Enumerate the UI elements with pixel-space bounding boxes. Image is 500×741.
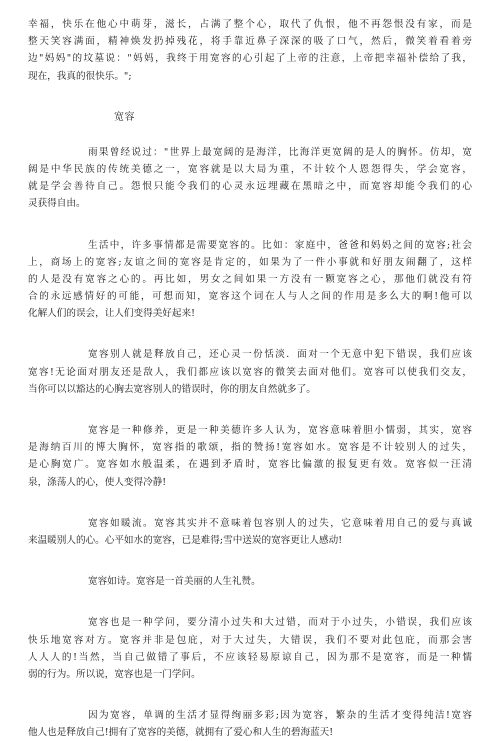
text-line: 弱的行为。所以说，宽容也是一门学问。 — [28, 668, 201, 680]
text-line: 阔是中华民族的传统美德之一，宽容就是以大局为重，不计较个人恩怨得失，学会宽容， — [28, 163, 472, 175]
text-line: 生活中，许多事情都是需要宽容的。比如：家庭中，爸爸和妈妈之间的宽容;社会 — [88, 239, 472, 251]
spacer — [28, 683, 472, 707]
spacer — [28, 398, 472, 422]
text-line: 上，商场上的宽容;友谊之间的宽容是肯定的，如果为了一件小事就和好朋友闹翻了，这样 — [28, 256, 472, 268]
text-line: 幸福，快乐在他心中萌芽，滋长，占满了整个心，取代了仇恨，他不再怨恨没有家，而是 — [28, 19, 472, 30]
text-line: 的人是没有宽容之心的。再比如，男女之间如果一方没有一颗宽容之心，那他们就没有符 — [28, 273, 472, 285]
spacer — [28, 213, 472, 237]
text-line: 宽容也是一种学问，要分清小过失和大过错，而对于小过失，小错误，我们应该 — [88, 617, 472, 629]
text-line: 就是学会善待自己。怨恨只能令我们的心灵永远埋藏在黑暗之中，而宽容却能令我们的心 — [28, 181, 472, 193]
text-line: 合的永远感情好的可能，可想而知，宽容这个词在人与人之间的作用是多么大的啊!他可以 — [28, 291, 472, 303]
text-line: 是海纳百川的博大胸怀，宽容指的歌颂，指的赞扬!宽容如水。宽容是不计较别人的过失， — [28, 442, 472, 454]
text-line: 边"妈妈"的坟墓说："妈妈，我终于用宽容的心引起了上帝的注意，上帝把幸福补偿给了我， — [28, 53, 472, 65]
text-line: 宽容如诗。宽容是一首美丽的人生礼赞。 — [88, 576, 261, 588]
text-line: 宽容别人就是释放自己，还心灵一份恬淡．面对一个无意中犯下错误，我们应该 — [88, 349, 472, 361]
spacer — [28, 126, 472, 144]
paragraph — [28, 422, 472, 491]
text-line: 当你可以以豁达的心胸去宽容别人的错误时，你的朋友自然就多了。 — [28, 383, 316, 395]
paragraph — [28, 144, 472, 213]
paragraph — [28, 707, 472, 741]
text-line: 宽容!无论面对朋友还是敌人，我们都应该以宽容的微笑去面对他们。宽容可以使我们交友， — [28, 366, 472, 378]
text-line: 宽容是一种修养，更是一种美德许多人认为，宽容意味着胆小懦弱，其实，宽容 — [88, 425, 472, 436]
spacer — [28, 85, 472, 109]
paragraph — [28, 515, 472, 549]
text-line: 化解人们的误会，让人们变得美好起来! — [28, 308, 195, 320]
text-line: 雨果曾经说过："世界上最宽阔的是海洋，比海洋更宽阔的是人的胸怀。仿却，宽 — [88, 146, 472, 158]
text-line: 他人也是释放自己!拥有了宽容的美德，就拥有了爱心和人生的碧海蓝天! — [28, 727, 334, 739]
spacer — [28, 491, 472, 515]
intro-paragraph — [28, 16, 472, 85]
text-line: 现在，我真的很快乐。"; — [28, 70, 132, 82]
text-line: 整天笑容满面，精神焕发扔掉残花，将手靠近鼻子深深的吸了口气，然后，微笑着看着旁 — [28, 36, 472, 48]
paragraph — [28, 237, 472, 323]
spacer — [28, 549, 472, 573]
text-line: 快乐地宽容对方。宽容并非是包庇，对于大过失，大错误，我们不要对此包庇，而那会害 — [28, 634, 472, 646]
paragraph — [28, 346, 472, 398]
section-heading: 宽容 — [114, 111, 135, 123]
paragraph — [28, 573, 472, 590]
spacer — [28, 590, 472, 614]
paragraph — [28, 614, 472, 683]
text-line: 灵获得自由。 — [28, 198, 86, 210]
text-line: 来温暖别人的心。心平如水的宽容，已是难得;雪中送炭的宽容更让人感动! — [28, 534, 343, 546]
text-line: 宽容如暖流。宽容其实并不意味着包容别人的过失，它意味着用自己的爱与真诚 — [88, 517, 472, 529]
text-line: 是心胸宽广。宽容如水般温柔，在遇到矛盾时，宽容比偏激的报复更有效。宽容似一汪清 — [28, 459, 472, 471]
text-line: 泉，涤荡人的心，使人变得冷静! — [28, 476, 167, 488]
text-line: 因为宽容，单调的生活才显得绚丽多彩;因为宽容，繁杂的生活才变得纯洁!宽容 — [88, 710, 472, 722]
text-line: 人人人的!当然，当自己做错了事后，不应该轻易原谅自己，因为那不是宽容，而是一种懦 — [28, 651, 472, 663]
spacer — [28, 322, 472, 346]
